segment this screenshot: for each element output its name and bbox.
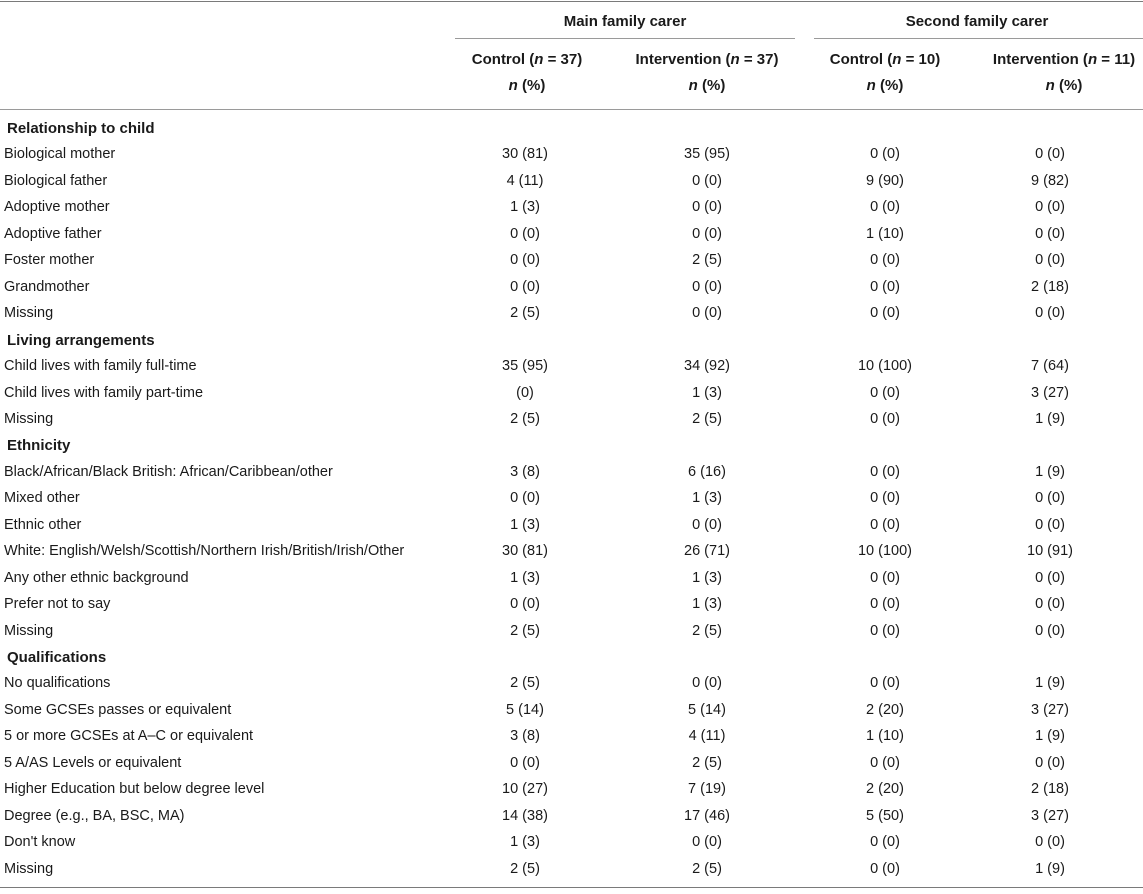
row-label: White: English/Welsh/Scottish/Northern Irish/British/Irish/Other: [4, 543, 405, 560]
row-label: Missing: [4, 305, 54, 322]
cell-second-intervention: 0 (0): [1035, 596, 1065, 613]
cell-main-intervention: 2 (5): [692, 860, 722, 877]
table-row: [0, 566, 1143, 592]
cell-main-control: 1 (3): [510, 516, 540, 533]
table-row: [0, 486, 1143, 512]
row-label: Child lives with family full-time: [4, 358, 197, 375]
row-label: Missing: [4, 410, 54, 427]
cell-main-control: 10 (27): [502, 781, 548, 798]
cell-main-control: 35 (95): [502, 358, 548, 375]
table-row: [0, 751, 1143, 777]
cell-second-control: 0 (0): [870, 754, 900, 771]
cell-second-intervention: 0 (0): [1035, 146, 1065, 163]
row-label: Degree (e.g., BA, BSC, MA): [4, 807, 185, 824]
cell-second-intervention: 2 (18): [1031, 278, 1069, 295]
section-header-row: [0, 116, 1143, 142]
row-label: Missing: [4, 622, 54, 639]
group-underline-main: [455, 38, 795, 39]
cell-main-control: 4 (11): [506, 172, 544, 189]
column-unit-second-control: n (%): [866, 77, 904, 94]
cell-main-intervention: 0 (0): [692, 199, 722, 216]
cell-second-intervention: 1 (9): [1035, 410, 1065, 427]
table-row: [0, 407, 1143, 433]
group-header-second: Second family carer: [905, 13, 1049, 30]
cell-main-control: 30 (81): [502, 543, 548, 560]
column-unit-second-intervention: n (%): [1045, 77, 1083, 94]
cell-second-intervention: 0 (0): [1035, 516, 1065, 533]
cell-main-intervention: 0 (0): [692, 834, 722, 851]
table-row: [0, 222, 1143, 248]
cell-main-control: 2 (5): [510, 305, 540, 322]
column-header-main-control: Control (n = 37): [471, 51, 583, 68]
row-label: Don't know: [4, 834, 76, 851]
cell-main-control: 0 (0): [510, 252, 540, 269]
table-row: [0, 777, 1143, 803]
cell-second-intervention: 0 (0): [1035, 569, 1065, 586]
cell-second-control: 1 (10): [866, 728, 904, 745]
cell-second-intervention: 0 (0): [1035, 252, 1065, 269]
cell-main-control: 1 (3): [510, 199, 540, 216]
cell-second-control: 9 (90): [866, 172, 904, 189]
header-rule: [0, 109, 1143, 110]
cell-main-intervention: 35 (95): [684, 146, 730, 163]
column-unit-main-intervention: n (%): [688, 77, 726, 94]
column-header-second-intervention: Intervention (n = 11): [992, 51, 1136, 68]
section-label: Ethnicity: [7, 437, 71, 455]
cell-second-intervention: 0 (0): [1035, 754, 1065, 771]
cell-main-control: 5 (14): [506, 701, 544, 718]
cell-main-intervention: 1 (3): [692, 569, 722, 586]
table-row: [0, 539, 1143, 565]
cell-main-control: (0): [516, 384, 534, 401]
cell-second-control: 10 (100): [857, 358, 913, 375]
cell-main-intervention: 5 (14): [688, 701, 726, 718]
row-label: Adoptive father: [4, 225, 102, 242]
table-row: [0, 460, 1143, 486]
cell-second-control: 5 (50): [866, 807, 904, 824]
row-label: 5 or more GCSEs at A–C or equivalent: [4, 728, 254, 745]
row-label: Grandmother: [4, 278, 90, 295]
table-row: [0, 671, 1143, 697]
section-header-row: [0, 645, 1143, 671]
cell-second-intervention: 1 (9): [1035, 675, 1065, 692]
table-row: [0, 804, 1143, 830]
cell-main-intervention: 0 (0): [692, 225, 722, 242]
cell-main-intervention: 1 (3): [692, 490, 722, 507]
cell-second-control: 0 (0): [870, 410, 900, 427]
cell-main-intervention: 0 (0): [692, 675, 722, 692]
cell-second-intervention: 1 (9): [1035, 860, 1065, 877]
cell-second-control: 0 (0): [870, 384, 900, 401]
row-label: Child lives with family part-time: [4, 384, 204, 401]
cell-main-intervention: 2 (5): [692, 410, 722, 427]
cell-second-intervention: 0 (0): [1035, 199, 1065, 216]
table-row: [0, 724, 1143, 750]
cell-second-control: 0 (0): [870, 834, 900, 851]
column-header-main-intervention: Intervention (n = 37): [635, 51, 779, 68]
table-row: [0, 830, 1143, 856]
cell-second-intervention: 0 (0): [1035, 305, 1065, 322]
cell-second-control: 0 (0): [870, 278, 900, 295]
cell-main-intervention: 0 (0): [692, 278, 722, 295]
cell-second-control: 0 (0): [870, 596, 900, 613]
row-label: Foster mother: [4, 252, 95, 269]
row-label: Ethnic other: [4, 516, 82, 533]
cell-second-intervention: 3 (27): [1031, 384, 1069, 401]
cell-second-intervention: 7 (64): [1031, 358, 1069, 375]
cell-main-intervention: 0 (0): [692, 172, 722, 189]
section-label: Qualifications: [7, 649, 107, 666]
cell-second-intervention: 0 (0): [1035, 834, 1065, 851]
cell-main-intervention: 0 (0): [692, 516, 722, 533]
cell-main-intervention: 7 (19): [688, 781, 726, 798]
row-label: Biological father: [4, 172, 108, 189]
cell-main-control: 0 (0): [510, 278, 540, 295]
cell-main-intervention: 34 (92): [684, 358, 730, 375]
cell-second-control: 0 (0): [870, 622, 900, 639]
cell-main-intervention: 4 (11): [688, 728, 726, 745]
cell-second-control: 0 (0): [870, 516, 900, 533]
cell-main-control: 30 (81): [502, 146, 548, 163]
cell-second-intervention: 0 (0): [1035, 490, 1065, 507]
section-label: Living arrangements: [7, 331, 155, 349]
row-label: No qualifications: [4, 675, 111, 692]
cell-main-intervention: 6 (16): [688, 463, 726, 480]
cell-second-control: 0 (0): [870, 305, 900, 322]
table-row: [0, 195, 1143, 221]
cell-main-control: 0 (0): [510, 490, 540, 507]
row-label: Black/African/Black British: African/Caribbean/other: [4, 463, 333, 480]
cell-second-intervention: 3 (27): [1031, 807, 1069, 824]
cell-second-intervention: 2 (18): [1031, 781, 1069, 798]
cell-second-control: 1 (10): [866, 225, 904, 242]
top-rule: [0, 1, 1143, 2]
cell-second-intervention: 3 (27): [1031, 701, 1069, 718]
table-row: [0, 354, 1143, 380]
table-row: [0, 698, 1143, 724]
table-row: [0, 592, 1143, 618]
section-label: Relationship to child: [7, 120, 155, 137]
cell-main-control: 1 (3): [510, 834, 540, 851]
cell-second-control: 0 (0): [870, 252, 900, 269]
group-underline-second: [814, 38, 1143, 39]
table-row: [0, 381, 1143, 407]
cell-second-control: 0 (0): [870, 569, 900, 586]
cell-main-control: 3 (8): [510, 463, 540, 480]
row-label: Higher Education but below degree level: [4, 781, 265, 798]
cell-second-control: 10 (100): [857, 543, 913, 560]
cell-second-intervention: 9 (82): [1031, 172, 1069, 189]
cell-second-intervention: 1 (9): [1035, 728, 1065, 745]
cell-main-control: 0 (0): [510, 754, 540, 771]
cell-main-intervention: 2 (5): [692, 754, 722, 771]
cell-main-intervention: 26 (71): [684, 543, 730, 560]
cell-second-control: 0 (0): [870, 463, 900, 480]
cell-second-control: 0 (0): [870, 199, 900, 216]
cell-main-control: 14 (38): [502, 807, 548, 824]
cell-second-control: 2 (20): [866, 781, 904, 798]
group-header-main: Main family carer: [563, 13, 687, 30]
cell-main-control: 0 (0): [510, 596, 540, 613]
cell-second-intervention: 10 (91): [1027, 543, 1073, 560]
cell-second-intervention: 1 (9): [1035, 463, 1065, 480]
cell-second-intervention: 0 (0): [1035, 225, 1065, 242]
row-label: Missing: [4, 860, 54, 877]
cell-main-intervention: 2 (5): [692, 622, 722, 639]
cell-second-control: 0 (0): [870, 860, 900, 877]
cell-main-control: 2 (5): [510, 410, 540, 427]
table-row: [0, 513, 1143, 539]
cell-main-control: 2 (5): [510, 622, 540, 639]
table-row: [0, 248, 1143, 274]
column-unit-main-control: n (%): [508, 77, 546, 94]
table-row: [0, 857, 1143, 883]
cell-main-control: 2 (5): [510, 860, 540, 877]
table-row: [0, 619, 1143, 645]
row-label: 5 A/AS Levels or equivalent: [4, 754, 182, 771]
row-label: Prefer not to say: [4, 596, 111, 613]
table-row: [0, 301, 1143, 327]
cell-main-control: 1 (3): [510, 569, 540, 586]
cell-main-intervention: 1 (3): [692, 596, 722, 613]
cell-main-intervention: 0 (0): [692, 305, 722, 322]
column-header-second-control: Control (n = 10): [829, 51, 941, 68]
row-label: Some GCSEs passes or equivalent: [4, 701, 232, 718]
section-header-row: [0, 433, 1143, 459]
row-label: Any other ethnic background: [4, 569, 189, 586]
table-row: [0, 142, 1143, 168]
cell-main-control: 2 (5): [510, 675, 540, 692]
bottom-rule: [0, 887, 1143, 888]
table-row: [0, 275, 1143, 301]
table-row: [0, 169, 1143, 195]
cell-main-control: 3 (8): [510, 728, 540, 745]
cell-main-intervention: 1 (3): [692, 384, 722, 401]
cell-main-intervention: 17 (46): [684, 807, 730, 824]
cell-second-intervention: 0 (0): [1035, 622, 1065, 639]
row-label: Mixed other: [4, 490, 80, 507]
cell-main-control: 0 (0): [510, 225, 540, 242]
cell-second-control: 2 (20): [866, 701, 904, 718]
section-header-row: [0, 328, 1143, 354]
row-label: Biological mother: [4, 146, 116, 163]
cell-second-control: 0 (0): [870, 146, 900, 163]
cell-second-control: 0 (0): [870, 675, 900, 692]
cell-main-intervention: 2 (5): [692, 252, 722, 269]
cell-second-control: 0 (0): [870, 490, 900, 507]
row-label: Adoptive mother: [4, 199, 110, 216]
